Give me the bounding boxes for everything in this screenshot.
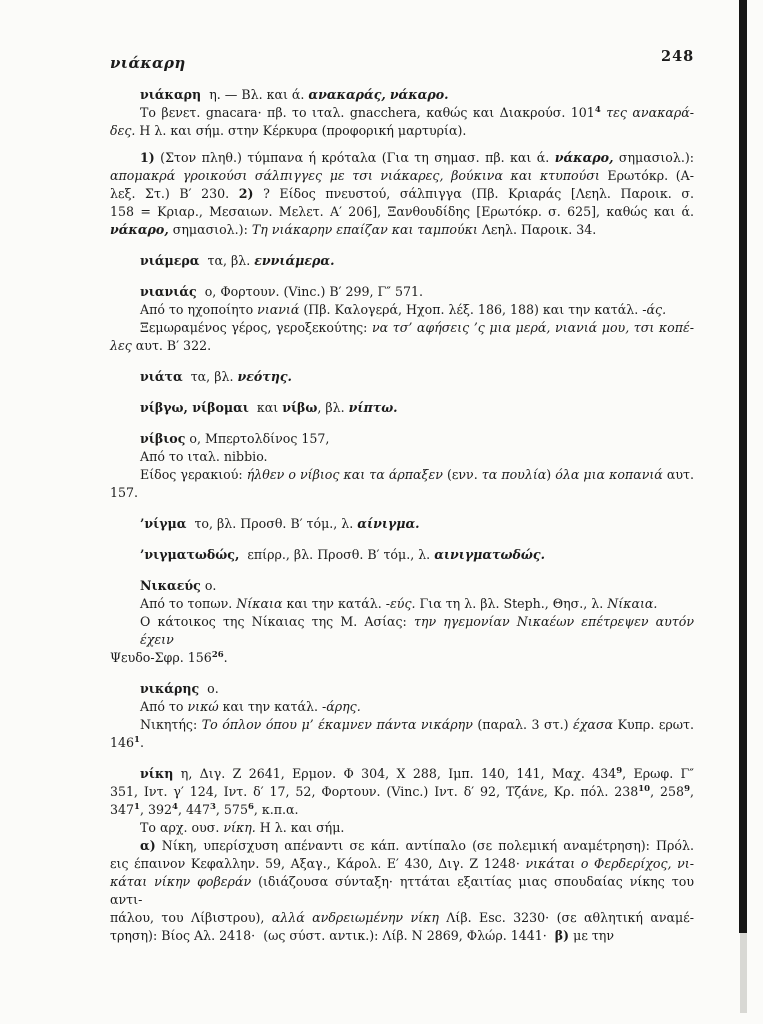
text-segment: νίβιος [140, 431, 186, 446]
text-segment: -άρης. [321, 699, 361, 714]
entry-paragraph [110, 546, 694, 564]
text-segment: Νικαεύς [140, 578, 201, 593]
text-segment: ο, Φορτουν. (Vinc.) Β′ 299, Γ″ 571. [196, 284, 424, 299]
text-line [110, 613, 694, 649]
text-segment: το, βλ. Προσθ. Β′ τόμ., λ. [186, 516, 358, 531]
text-segment: νικάται ο Φερδερίχος, νι- [525, 856, 694, 871]
text-segment: τα, βλ. [182, 369, 238, 384]
text-segment: λεξ. Στ.) Β′ 230. [110, 186, 239, 201]
text-segment: Ξεμωραμένος γέρος, γεροξεκούτης: [140, 320, 373, 335]
text-segment: , 392 [139, 802, 173, 817]
text-segment: β) [554, 928, 570, 943]
entry-paragraph [110, 368, 694, 386]
text-segment: , βλ. [317, 400, 349, 415]
text-segment: 4 [172, 802, 178, 812]
text-segment: 10 [638, 784, 651, 794]
text-line [110, 734, 694, 752]
entry-paragraph [110, 765, 694, 819]
text-segment: Τη νιάκαρην επαίζαν και ταμπούκι [251, 222, 478, 237]
text-line [110, 301, 694, 319]
text-segment: (ιδιάζουσα σύνταξη· ηττάται εξαιτίας μιας σπουδαίας νίκης του αντι- [110, 874, 694, 907]
text-line [110, 909, 694, 927]
text-segment: και την κατάλ. [282, 596, 386, 611]
dictionary-entry [110, 577, 694, 667]
text-segment: τα πουλία [481, 467, 547, 482]
text-segment: -εύς. [385, 596, 416, 611]
text-segment: λες [110, 338, 132, 353]
text-line [110, 546, 694, 564]
text-line [110, 801, 694, 819]
text-segment: 1 [134, 735, 140, 745]
text-segment: νιανιάς [140, 284, 197, 299]
text-segment: νάκαρο, [554, 150, 614, 165]
text-segment: 9 [616, 766, 623, 776]
text-segment: Νίκαια [236, 596, 283, 611]
dictionary-entry [110, 546, 694, 564]
text-line [110, 819, 694, 837]
text-line [110, 430, 694, 448]
entry-paragraph [110, 819, 694, 837]
text-segment: νάκαρο, [110, 222, 169, 237]
text-segment: 2) [238, 186, 254, 201]
text-segment: και την κατάλ. [218, 699, 322, 714]
entry-paragraph [110, 837, 694, 945]
dictionary-entry [110, 86, 694, 239]
text-line [110, 515, 694, 533]
page-number: 248 [661, 48, 695, 65]
text-line [110, 837, 694, 855]
text-segment: νίκη [140, 766, 174, 781]
text-segment: αλλά ανδρειωμένην νίκη [271, 910, 439, 925]
dictionary-entry [110, 283, 694, 355]
running-head: νιάκαρη [110, 54, 186, 72]
text-segment: , κ.π.α. [253, 802, 299, 817]
text-segment: 158 = Κριαρ., Μεσαιων. Μελετ. Α′ 206], Ξανθουδίδης [Ερωτόκρ. σ. 625], καθώς και ά. [110, 204, 694, 219]
text-line [110, 86, 694, 104]
text-line [110, 319, 694, 337]
text-line [110, 448, 694, 466]
text-segment: , 575 [215, 802, 248, 817]
text-line [110, 765, 694, 783]
entry-paragraph [110, 595, 694, 613]
text-segment: έχασα [573, 717, 614, 732]
entry-paragraph [110, 430, 694, 448]
text-segment: Η λ. και σήμ. στην Κέρκυρα (προφορική μαρτυρία). [135, 123, 467, 138]
text-segment: Το όπλον όπου μ’ έκαμνεν πάντα νικάρην [201, 717, 473, 732]
text-line [110, 698, 694, 716]
entry-paragraph [110, 283, 694, 301]
text-line [110, 149, 694, 167]
entry-paragraph [110, 86, 694, 104]
text-segment: Νικητής: [140, 717, 202, 732]
text-segment: α) [140, 838, 156, 853]
text-segment: 146 [110, 735, 135, 750]
entry-paragraph [110, 301, 694, 319]
text-segment: σημασιολ.): [613, 150, 694, 165]
text-segment: η. — Βλ. και ά. [201, 87, 309, 102]
text-segment: αυτ. [662, 467, 695, 482]
text-segment: 4 [594, 105, 601, 115]
text-segment: . [139, 735, 144, 750]
text-segment: ’νιγματωδώς, [140, 547, 240, 562]
text-segment: Η λ. και σήμ. [255, 820, 345, 835]
dictionary-entry [110, 252, 694, 270]
text-line [110, 873, 694, 909]
text-segment: , [689, 784, 694, 799]
text-segment: νιάμερα [140, 253, 200, 268]
text-line [110, 716, 694, 734]
text-segment: ) [546, 467, 556, 482]
text-segment: νίβγω, νίβομαι [140, 400, 249, 415]
text-segment: κάται νίκην φοβεράν [110, 874, 252, 889]
text-segment: Ερωτόκρ. (Α- [599, 168, 694, 183]
scan-edge-artifact [739, 0, 747, 933]
text-line [110, 283, 694, 301]
text-segment: τρηση): Βίος Αλ. 2418· (ως σύστ. αντικ.): Λίβ. Ν 2869, Φλώρ. 1441· [110, 928, 555, 943]
text-segment: (παραλ. 3 στ.) [472, 717, 574, 732]
text-segment: νιανιά [257, 302, 300, 317]
text-segment: 1 [134, 802, 140, 812]
text-line [110, 680, 694, 698]
text-segment: Ο κάτοικος της Νίκαιας της Μ. Ασίας: [140, 614, 414, 629]
text-segment: Ψευδο-Σφρ. 156 [110, 650, 212, 665]
text-segment: απομακρά γροικούσι σάλπιγγες με τσι νιάκαρες, βούκινα και κτυπούσι [110, 168, 600, 183]
text-segment: η, Διγ. Ζ 2641, Ερμον. Φ 304, Χ 288, Ιμπ. 140, 141, Μαχ. 434 [173, 766, 617, 781]
text-segment: να τσ’ αφήσεις ’ς μια μερά, νιανιά μου, τσι κοπέ- [372, 320, 694, 335]
text-line [110, 368, 694, 386]
text-line [110, 927, 694, 945]
entry-paragraph [110, 448, 694, 466]
text-segment: νίβω [282, 400, 318, 415]
text-segment: εννιάμερα. [254, 253, 335, 268]
entry-paragraph [110, 466, 694, 502]
text-segment: ο. [200, 578, 217, 593]
scan-edge-artifact-fade [740, 933, 747, 1013]
text-segment: ’νίγμα [140, 516, 187, 531]
text-segment: νικώ [187, 699, 219, 714]
text-segment: 3 [209, 802, 216, 812]
text-segment: (ενν. [442, 467, 482, 482]
text-segment: Από το [140, 699, 188, 714]
text-segment: 26 [211, 650, 224, 660]
text-line [110, 855, 694, 873]
text-segment: 9 [684, 784, 690, 794]
text-segment: Κυπρ. ερωτ. [613, 717, 695, 732]
text-segment: Νίκη, υπερίσχυση απέναντι σε κάπ. αντίπαλο (σε πολεμική αναμέτρηση): Πρόλ. [155, 838, 694, 853]
text-segment: τα, βλ. [199, 253, 255, 268]
text-line [110, 221, 694, 239]
text-segment: Από το τοπων. [140, 596, 237, 611]
dictionary-text [110, 86, 694, 958]
text-segment: (Στον πληθ.) τύμπανα ή κρόταλα (Για τη σημασ. πβ. και ά. [154, 150, 555, 165]
text-segment: αίνιγμα. [357, 516, 420, 531]
entry-paragraph [110, 319, 694, 355]
dictionary-entry [110, 399, 694, 417]
entry-paragraph [110, 399, 694, 417]
entry-paragraph [110, 104, 694, 140]
text-segment: , 258 [650, 784, 685, 799]
text-line [110, 595, 694, 613]
text-line [110, 167, 694, 185]
entry-paragraph [110, 577, 694, 595]
text-segment: Το βενετ. gnacara· πβ. το ιταλ. gnacchera, καθώς και Διακρούσ. 101 [140, 105, 595, 120]
dictionary-entry [110, 515, 694, 533]
text-segment: νίπτω. [348, 400, 398, 415]
text-line [110, 484, 694, 502]
text-segment: αυτ. Β′ 322. [131, 338, 212, 353]
dictionary-entry [110, 430, 694, 502]
text-segment: . [223, 650, 228, 665]
entry-paragraph [110, 149, 694, 239]
dictionary-entry [110, 680, 694, 752]
text-segment: αινιγματωδώς. [434, 547, 545, 562]
text-segment: 351, Ιντ. γ′ 124, Ιντ. δ′ 17, 52, Φορτουν. (Vinc.) Ιντ. δ′ 92, Τζάνε, Κρ. πόλ. 238 [110, 784, 639, 799]
text-segment: με την [569, 928, 615, 943]
text-segment: ο, Μπερτολδίνος 157, [185, 431, 330, 446]
entry-paragraph [110, 515, 694, 533]
text-segment: -άς. [642, 302, 667, 317]
text-segment: Λεηλ. Παροικ. 34. [477, 222, 597, 237]
text-segment: νικάρης [140, 681, 200, 696]
text-segment: σημασιολ.): [168, 222, 252, 237]
text-segment: 347 [110, 802, 135, 817]
entry-paragraph [110, 698, 694, 716]
text-segment: Νίκαια. [607, 596, 658, 611]
text-segment: τες ανακαρά- [606, 105, 694, 120]
text-segment: Λίβ. Esc. 3230· (σε αθλητική αναμέ- [438, 910, 694, 925]
text-segment: 157. [110, 485, 139, 500]
text-line [110, 104, 694, 122]
text-line [110, 783, 694, 801]
text-segment: επίρρ., βλ. Προσθ. Β′ τόμ., λ. [239, 547, 435, 562]
text-segment: νάκαρο. [389, 87, 449, 102]
text-segment: ο. [199, 681, 219, 696]
text-line [110, 185, 694, 203]
text-segment: , Ερωφ. Γ″ [622, 766, 695, 781]
entry-paragraph [110, 252, 694, 270]
text-segment: νιάκαρη [140, 87, 202, 102]
text-line [110, 122, 694, 140]
text-segment: , 447 [177, 802, 210, 817]
entry-paragraph [110, 680, 694, 698]
text-segment: Από το ιταλ. nibbio. [140, 449, 268, 464]
text-segment: Για τη λ. βλ. Steph., Θησ., λ. [415, 596, 608, 611]
text-segment: ? Είδος πνευστού, σάλπιγγα (Πβ. Κριαράς [Λεηλ. Παροικ. σ. [253, 186, 694, 201]
text-segment: πάλου, του Λίβιστρου), [110, 910, 272, 925]
text-segment: νεότης. [237, 369, 292, 384]
text-segment: νιάτα [140, 369, 183, 384]
text-line [110, 399, 694, 417]
text-segment: Το αρχ. ουσ. [140, 820, 224, 835]
text-segment: και [248, 400, 283, 415]
text-line [110, 203, 694, 221]
dictionary-entry [110, 765, 694, 945]
text-segment: εις έπαινον Κεφαλλην. 59, Αξαγ., Κάρολ. Ε′ 430, Διγ. Ζ 1248· [110, 856, 526, 871]
text-segment: Από το ηχοποίητο [140, 302, 258, 317]
text-segment: 1) [140, 150, 155, 165]
text-line [110, 466, 694, 484]
text-segment: όλα μια κοπανιά [555, 467, 663, 482]
text-segment: (Πβ. Καλογερά, Ηχοπ. λέξ. 186, 188) και την κατάλ. [299, 302, 643, 317]
text-segment: την ηγεμονίαν Νικαέων επέτρεψεν αυτόν έχειν [140, 614, 694, 647]
entry-paragraph [110, 716, 694, 752]
text-segment: ήλθεν ο νίβιος και τα άρπαξεν [246, 467, 443, 482]
entry-paragraph [110, 613, 694, 667]
text-segment: Είδος γερακιού: [140, 467, 247, 482]
dictionary-entry [110, 368, 694, 386]
text-line [110, 337, 694, 355]
text-line [110, 649, 694, 667]
text-segment: δες. [110, 123, 136, 138]
text-line [110, 577, 694, 595]
text-segment: νίκη. [223, 820, 256, 835]
text-segment: 6 [247, 802, 254, 812]
text-line [110, 252, 694, 270]
text-segment: ανακαράς, [308, 87, 386, 102]
